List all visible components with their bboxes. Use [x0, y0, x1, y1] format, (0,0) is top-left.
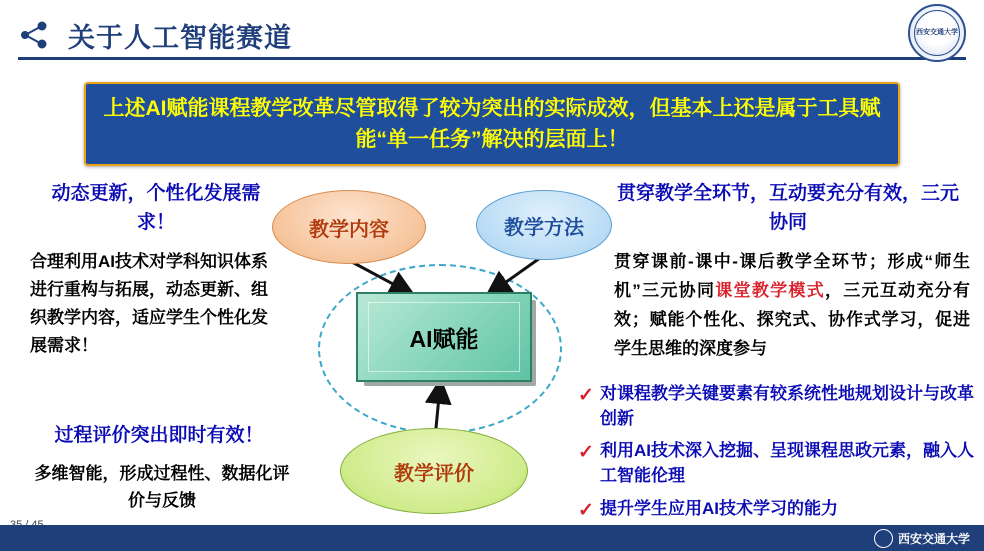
footer-logo — [874, 529, 970, 548]
bubble-teaching-evaluation — [340, 428, 528, 514]
left-body-dynamic-update: 合理利用AI技术对学科知识体系进行重构与拓展，动态更新、组织教学内容，适应学生个性化发展需求！ — [30, 252, 268, 356]
list-item-text: 提升学生应用AI技术学习的能力 — [600, 498, 838, 518]
list-item — [578, 382, 978, 431]
page-title: 关于人工智能赛道 — [68, 23, 292, 53]
right-heading-full-chain: 贯穿教学全环节，互动要充分有效，三元协同 — [616, 183, 959, 233]
center-box-ai-empowerment — [356, 292, 532, 382]
header-divider — [18, 57, 966, 60]
logo-ring — [914, 10, 960, 56]
left-heading-dynamic-update: 动态更新，个性化发展需求！ — [51, 183, 261, 233]
right-body-highlight: 课堂教学模式 — [715, 280, 825, 300]
list-item-text: 对课程教学关键要素有较系统性地规划设计与改革创新 — [600, 384, 974, 428]
bubble-teaching-evaluation-label: 教学评价 — [394, 462, 474, 485]
left-heading-process-evaluation: 过程评价突出即时有效！ — [54, 425, 264, 446]
list-item — [578, 439, 978, 488]
check-icon: ✓ — [578, 499, 594, 521]
bubble-teaching-method-label: 教学方法 — [504, 216, 584, 239]
decorative-dots-icon — [18, 20, 58, 50]
check-icon: ✓ — [578, 442, 594, 464]
seal-icon — [874, 529, 893, 548]
check-icon: ✓ — [578, 385, 594, 406]
bubble-teaching-content — [272, 190, 426, 264]
highlight-banner — [84, 82, 900, 166]
logo-label: 西安交通大学 — [916, 29, 958, 37]
university-logo — [908, 4, 966, 62]
center-box-label: AI赋能 — [409, 325, 479, 352]
right-body-part1: 贯穿课前-课中-课后教学全环节；形成“师生机”三元协同 — [614, 252, 970, 300]
list-item — [578, 497, 978, 525]
bubble-teaching-content-label: 教学内容 — [309, 218, 389, 241]
footer-institution-label: 西安交通大学 — [897, 532, 970, 546]
left-body-process-evaluation: 多维智能，形成过程性、数据化评价与反馈 — [34, 464, 290, 511]
right-body-part2: ，三元互动充分有效；赋能个性化、探究式、协作式学习，促进学生思维的深度参与 — [614, 280, 971, 358]
list-item-text: 利用AI技术深入挖掘、呈现课程思政元素，融入人工智能伦理 — [600, 441, 974, 485]
banner-text: 上述AI赋能课程教学改革尽管取得了较为突出的实际成效，但基本上还是属于工具赋能“单一任务”解决的层面上！ — [103, 96, 881, 151]
right-body-full-chain — [614, 248, 970, 364]
center-box-bevel — [368, 302, 520, 372]
slide-header — [0, 0, 984, 62]
footer-bar — [0, 525, 984, 551]
bubble-teaching-method — [476, 190, 612, 260]
